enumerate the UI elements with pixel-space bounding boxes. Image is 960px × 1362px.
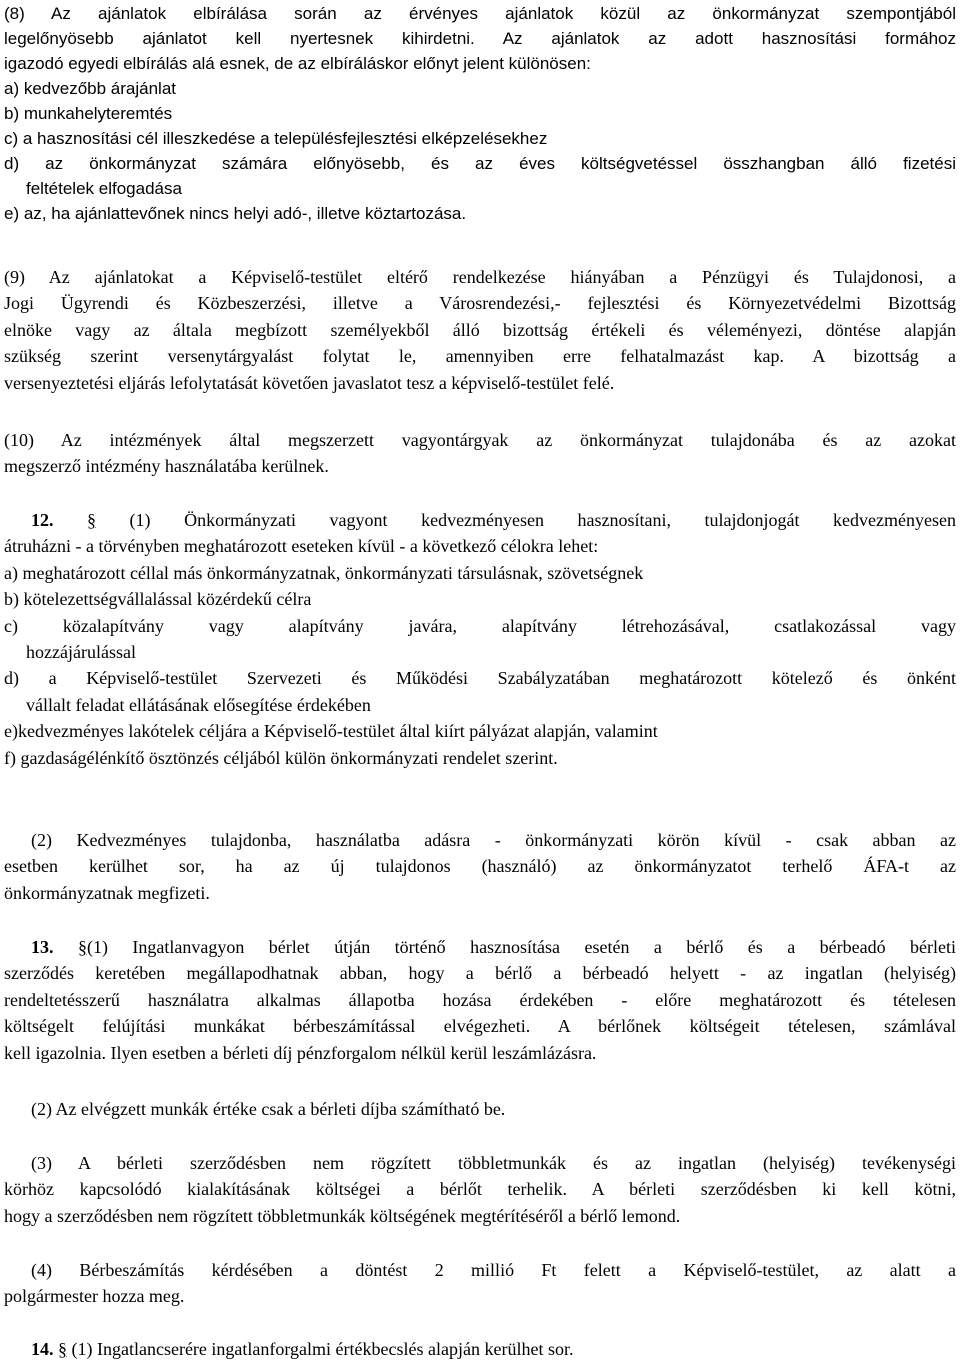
list-item-d: d) a Képviselő-testület Szervezeti és Működési Szabályzatában meghatározott kötelező és önként bbox=[4, 668, 956, 689]
list-item-d: d) az önkormányzat számára előnyösebb, és az éves költségvetéssel összhangban álló fizetési bbox=[4, 154, 956, 173]
paragraph-9-line-1: (9) Az ajánlatokat a Képviselő-testület eltérő rendelkezése hiányában a Pénzügyi és Tulajdonosi, a bbox=[4, 267, 956, 287]
paragraph-10 bbox=[4, 427, 956, 480]
section-12-heading-line bbox=[4, 507, 956, 533]
section-14-number: 14. bbox=[31, 1339, 54, 1359]
section-12-p2-line-3: önkormányzatnak megfizeti. bbox=[4, 882, 210, 903]
list-item-d-continuation: feltételek elfogadása bbox=[26, 179, 182, 198]
list-item-c: c) a hasznosítási cél illeszkedése a településfejlesztési elképzelésekhez bbox=[4, 129, 548, 148]
paragraph-9 bbox=[4, 264, 956, 396]
paragraph-9-line-3: elnöke vagy az általa megbízott személyekből álló bizottság értékeli és véleményezi, döntése alapján bbox=[4, 319, 956, 340]
section-12-number: 12. bbox=[31, 510, 54, 530]
section-12-line-1: (1) Önkormányzati vagyont kedvezményesen hasznosítani, tulajdonjogát kedvezményesen bbox=[96, 510, 956, 530]
section-13-p3-line-3: hogy a szerződésben nem rögzített többletmunkák költségének megtérítéséről a bérlő lemond. bbox=[4, 1205, 681, 1226]
paragraph-8-line-1: (8) Az ajánlatok elbírálása során az érvényes ajánlatok közül az önkormányzat szempontjából bbox=[4, 4, 956, 23]
section-13-p3-line-1: (3) A bérleti szerződésben nem rögzített többletmunkák és az ingatlan (helyiség) tevékenységi bbox=[31, 1153, 956, 1173]
section-14-heading-line bbox=[4, 1336, 956, 1362]
section-symbol: § bbox=[58, 1339, 67, 1359]
list-item-e: e)kedvezményes lakótelek céljára a Képviselő-testület által kiírt pályázat alapján, valamint bbox=[4, 721, 658, 742]
paragraph-8-line-3: igazodó egyedi elbírálás alá esnek, de az elbíráláskor előnyt jelent különösen: bbox=[4, 54, 591, 73]
list-item-b: b) kötelezettségvállalással közérdekű célra bbox=[4, 589, 312, 610]
paragraph-10-line-1: (10) Az intézmények által megszerzett vagyontárgyak az önkormányzat tulajdonába és az azokat bbox=[4, 430, 956, 450]
section-13-paragraph-3 bbox=[4, 1150, 956, 1229]
section-12-line-2: átruházni - a törvényben meghatározott eseteken kívül - a következő célokra lehet: bbox=[4, 536, 599, 557]
section-12 bbox=[4, 507, 956, 771]
section-13-line-1: (1) Ingatlanvagyon bérlet útján történő hasznosítása esetén a bérlő és a bérbeadó bérleti bbox=[86, 937, 957, 957]
section-13-paragraph-2 bbox=[4, 1096, 956, 1122]
paragraph-8 bbox=[4, 1, 956, 226]
list-item-d-continuation: vállalt feladat ellátásának elősegítése érdekében bbox=[26, 694, 371, 715]
section-13-line-5: kell igazolnia. Ilyen esetben a bérleti díj pénzforgalom nélkül kerül leszámlázásra. bbox=[4, 1042, 597, 1063]
paragraph-9-line-4: szükség szerint versenytárgyalást folytat le, amennyiben erre felhatalmazást kap. A bizottság a bbox=[4, 346, 956, 367]
section-13-p4-line-1: (4) Bérbeszámítás kérdésében a döntést 2 millió Ft felett a Képviselő-testület, az alatt a bbox=[31, 1260, 956, 1280]
list-item-a: a) meghatározott céllal más önkormányzatnak, önkormányzati társulásnak, szövetségnek bbox=[4, 562, 644, 583]
section-13-paragraph-4 bbox=[4, 1257, 956, 1310]
section-13 bbox=[4, 934, 956, 1066]
section-12-p2-line-1: (2) Kedvezményes tulajdonba, használatba adásra - önkormányzati körön kívül - csak abban az bbox=[31, 830, 956, 850]
list-item-a: a) kedvezőbb árajánlat bbox=[4, 79, 177, 98]
section-13-heading-line bbox=[4, 934, 956, 960]
section-13-line-4: költségelt felújítási munkákat bérbeszámítással elvégezheti. A bérlőnek költségeit tételesen, számlával bbox=[4, 1016, 956, 1037]
paragraph-9-line-2: Jogi Ügyrendi és Közbeszerzési, illetve a Városrendezési,- fejlesztési és Környezetvédelmi Bizottság bbox=[4, 293, 956, 314]
paragraph-10-line-2: megszerző intézmény használatába kerülnek. bbox=[4, 456, 329, 477]
section-13-line-2: szerződés keretében megállapodhatnak abban, hogy a bérlő a bérbeadó helyett - az ingatlan (helyiség) bbox=[4, 963, 956, 984]
list-item-c-continuation: hozzájárulással bbox=[26, 642, 136, 663]
section-13-line-3: rendeltetésszerű használatra alkalmas állapotba hozása érdekében - előre meghatározott és tételesen bbox=[4, 989, 956, 1010]
section-12-p2-line-2: esetben kerülhet sor, ha az új tulajdonos (használó) az önkormányzatot terhelő ÁFA-t az bbox=[4, 856, 956, 877]
section-symbol: § bbox=[87, 510, 97, 530]
list-item-c: c) közalapítvány vagy alapítvány javára, alapítvány létrehozásával, csatlakozással vagy bbox=[4, 615, 956, 636]
section-13-number: 13. bbox=[31, 937, 54, 957]
section-13-p3-line-2: körhöz kapcsolódó kialakításának költségei a bérlőt terhelik. A bérleti szerződésben ki kell kötni, bbox=[4, 1179, 956, 1200]
list-item-b: b) munkahelyteremtés bbox=[4, 104, 173, 123]
list-item-e: e) az, ha ajánlattevőnek nincs helyi adó-, illetve köztartozása. bbox=[4, 204, 467, 223]
list-item-f: f) gazdaságélénkítő ösztönzés céljából külön önkormányzati rendelet szerint. bbox=[4, 747, 558, 768]
section-13-p2: (2) Az elvégzett munkák értéke csak a bérleti díjba számítható be. bbox=[31, 1099, 506, 1119]
section-12-paragraph-2 bbox=[4, 827, 956, 906]
paragraph-8-line-2: legelőnyösebb ajánlatot kell nyertesnek kihirdetni. Az ajánlatok az adott hasznosítási formához bbox=[4, 29, 956, 48]
section-14 bbox=[4, 1336, 956, 1362]
section-13-p4-line-2: polgármester hozza meg. bbox=[4, 1286, 185, 1307]
section-symbol: § bbox=[77, 937, 87, 957]
paragraph-9-line-5: versenyeztetési eljárás lefolytatását követően javaslatot tesz a képviselő-testület felé. bbox=[4, 372, 615, 393]
section-14-line-1: (1) Ingatlancserére ingatlanforgalmi értékbecslés alapján kerülhet sor. bbox=[67, 1339, 574, 1359]
